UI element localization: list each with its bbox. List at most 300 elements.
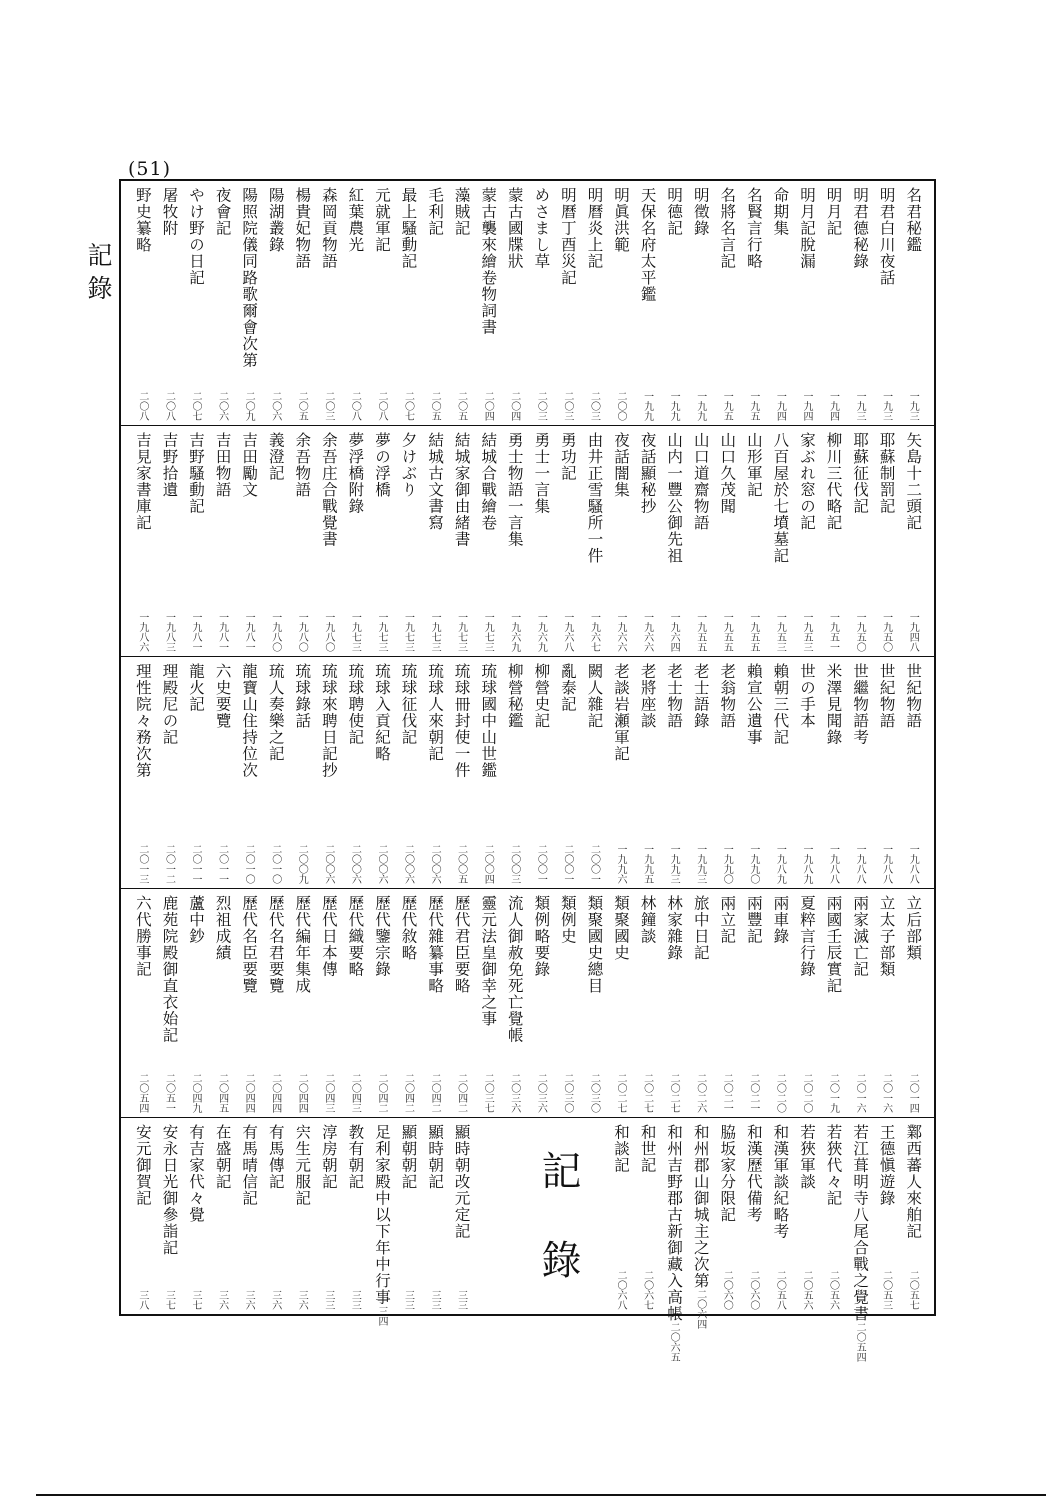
entry-page-number: 一九七三	[402, 612, 414, 652]
entry-page-number: 二〇三	[535, 391, 547, 421]
entry-title: 立后部類	[904, 895, 923, 961]
entry-page-number: 一九九六	[615, 844, 627, 884]
index-entry	[554, 895, 581, 1113]
index-entry	[714, 432, 741, 652]
entry-page-number: 一九六四	[668, 612, 680, 652]
entry-page-number: 一九五五	[747, 612, 759, 652]
index-entry	[873, 187, 900, 421]
entry-title: 天保名府太平鑑	[638, 187, 657, 303]
index-entry	[209, 432, 236, 652]
entry-page-number: 二〇二〇	[774, 1073, 786, 1113]
index-entry	[209, 663, 236, 884]
entry-title: 吉田物語	[213, 432, 232, 498]
entry-page-number: 二〇六〇	[721, 1270, 733, 1310]
index-entry	[156, 432, 183, 652]
entry-page-number: 二〇七	[190, 391, 202, 421]
entry-title: 夜話顯秘抄	[638, 432, 657, 515]
entry-page-number: 一九三	[907, 391, 919, 421]
index-entry	[289, 1124, 316, 1310]
index-entry	[767, 432, 794, 652]
entry-page-number: 二〇〇一	[588, 844, 600, 884]
entry-title: 烈祖成績	[213, 895, 232, 961]
entry-page-number: 一九八三	[163, 612, 175, 652]
entry-page-number: 三三	[429, 1290, 441, 1310]
entry-page-number: 二〇〇六	[429, 844, 441, 884]
index-entry	[740, 895, 767, 1113]
entry-title: 陽照院儀同路歌爾會次第	[240, 187, 259, 369]
index-entry	[501, 187, 528, 421]
entry-page-number: 二〇一一	[190, 844, 202, 884]
entry-page-number: 一九七三	[455, 612, 467, 652]
index-entry	[873, 895, 900, 1113]
entry-title: 兩家滅亡記	[851, 895, 870, 978]
entry-page-number: 二〇一〇	[269, 844, 281, 884]
entry-title: 足利家殿中以下年中行事	[372, 1124, 391, 1306]
entry-title: 安永日光御參詣記	[160, 1124, 179, 1256]
index-entry	[634, 432, 661, 652]
index-entry	[634, 1124, 661, 1310]
entry-page-number: 一九五〇	[880, 612, 892, 652]
entry-page-number: 一九八一	[190, 612, 202, 652]
entry-page-number: 二〇八	[375, 391, 387, 421]
entry-title: 類例略要錄	[532, 895, 551, 978]
entry-page-number: 二〇五四	[854, 1322, 866, 1362]
entry-title: やけ野の日記	[187, 187, 206, 286]
index-entry	[315, 1124, 342, 1310]
index-entry	[474, 187, 501, 421]
entry-page-number: 二〇三	[561, 391, 573, 421]
entry-page-number: 三六	[243, 1290, 255, 1310]
entry-title: 兩豐記	[744, 895, 763, 945]
index-entry	[528, 663, 555, 884]
entry-title: 歷代日本傳	[319, 895, 338, 978]
entry-title: 勇士一言集	[532, 432, 551, 515]
entry-page-number: 一九九	[641, 391, 653, 421]
entry-title: 類例史	[558, 895, 577, 945]
entry-page-number: 二〇〇一	[561, 844, 573, 884]
entry-title: 和漢歷代備考	[744, 1124, 763, 1223]
entry-page-number: 一九五五	[694, 612, 706, 652]
index-entry	[182, 663, 209, 884]
entry-page-number: 二〇二〇	[800, 1073, 812, 1113]
entry-page-number: 三四	[375, 1305, 387, 1326]
index-entry	[714, 1124, 741, 1310]
page-number: (51)	[128, 158, 172, 180]
entry-title: 名將名言記	[718, 187, 737, 270]
index-entry	[129, 187, 156, 421]
entry-title: 宍生元服記	[293, 1124, 312, 1207]
index-entry	[289, 895, 316, 1113]
entry-page-number: 二〇二七	[668, 1073, 680, 1113]
entry-page-number: 一九五一	[827, 612, 839, 652]
entry-page-number: 三六	[269, 1290, 281, 1310]
entry-title: 蒙古國牒狀	[505, 187, 524, 270]
entry-title: 歷代名君要覽	[266, 895, 285, 994]
index-entry	[342, 1124, 369, 1310]
index-entry	[581, 187, 608, 421]
entry-title: 明曆炎上記	[585, 187, 604, 270]
entry-title: 最上騷動記	[399, 187, 418, 270]
entry-page-number: 一九五〇	[854, 612, 866, 652]
entry-title: 六史要覽	[213, 663, 232, 729]
index-entry	[554, 187, 581, 421]
entry-title: 若江葺明寺八尾合戰之覺書	[851, 1124, 870, 1322]
entry-title: 蒙古襲來繪卷物詞書	[479, 187, 498, 336]
entry-title: 類聚國史總目	[585, 895, 604, 994]
entry-page-number: 二〇〇	[615, 391, 627, 421]
entry-page-number: 二〇〇六	[322, 844, 334, 884]
index-entry	[448, 187, 475, 421]
index-entry	[156, 663, 183, 884]
entry-page-number: 二〇五六	[800, 1270, 812, 1310]
entry-title: 理殿尼の記	[160, 663, 179, 746]
entry-title: 夢の浮橋	[372, 432, 391, 498]
entry-page-number: 一九四	[774, 391, 786, 421]
entry-page-number: 一九五	[747, 391, 759, 421]
index-entry	[581, 663, 608, 884]
index-band	[121, 888, 934, 1117]
entry-page-number: 二〇二一	[747, 1073, 759, 1113]
entry-page-number: 三七	[190, 1290, 202, 1310]
entry-title: 林家雜錄	[665, 895, 684, 961]
entry-title: 賴宣公遺事	[744, 663, 763, 746]
entry-title: 靈元法皇御幸之事	[479, 895, 498, 1027]
index-entry	[156, 895, 183, 1113]
entry-title: 旅中日記	[691, 895, 710, 961]
entry-title: 顯朝朝記	[399, 1124, 418, 1190]
index-entry	[501, 432, 528, 652]
entry-title: 若狹代々記	[824, 1124, 843, 1207]
index-entry	[156, 187, 183, 421]
entry-page-number: 一九六九	[508, 612, 520, 652]
index-entry	[687, 663, 714, 884]
index-entry	[899, 432, 926, 652]
entry-title: 耶蘇征伐記	[851, 432, 870, 515]
entry-title: 命期集	[771, 187, 790, 237]
index-entry	[289, 663, 316, 884]
index-entry	[687, 1124, 714, 1329]
index-entry	[448, 895, 475, 1113]
entry-page-number: 二〇〇九	[296, 844, 308, 884]
index-entry	[740, 663, 767, 884]
index-band	[121, 656, 934, 888]
entry-title: 龍寶山住持位次	[240, 663, 259, 779]
entry-page-number: 二〇八	[163, 391, 175, 421]
entry-page-number: 一九八九	[774, 844, 786, 884]
index-entry	[846, 432, 873, 652]
entry-title: 夜話闇集	[612, 432, 631, 498]
index-table	[119, 179, 936, 1362]
entry-page-number: 一九八六	[136, 612, 148, 652]
entry-page-number: 一九四	[800, 391, 812, 421]
index-entry	[607, 1124, 634, 1310]
index-entry	[315, 663, 342, 884]
entry-page-number: 二〇六	[216, 391, 228, 421]
index-entry	[899, 663, 926, 884]
entry-title: 夢浮橋附錄	[346, 432, 365, 515]
index-entry	[660, 895, 687, 1113]
index-entry	[209, 895, 236, 1113]
entry-title: 老將座談	[638, 663, 657, 729]
index-entry	[767, 895, 794, 1113]
index-entry	[607, 895, 634, 1113]
index-entry	[395, 663, 422, 884]
index-entry	[528, 895, 555, 1113]
entry-title: 屠牧附	[160, 187, 179, 237]
entry-title: 余吾庄合戰覺書	[319, 432, 338, 548]
entry-page-number: 二〇三六	[535, 1073, 547, 1113]
entry-page-number: 一九八九	[800, 844, 812, 884]
index-band	[121, 181, 934, 425]
entry-page-number: 二〇二一	[721, 1073, 733, 1113]
entry-page-number: 三八	[136, 1290, 148, 1310]
entry-title: 老談岩瀬軍記	[612, 663, 631, 762]
entry-page-number: 二〇〇五	[455, 844, 467, 884]
entry-title: 有馬晴信記	[240, 1124, 259, 1207]
index-entry	[820, 663, 847, 884]
index-entry	[395, 895, 422, 1113]
index-entry	[421, 432, 448, 652]
entry-page-number: 二〇四四	[243, 1073, 255, 1113]
entry-title: 琉球征伐記	[399, 663, 418, 746]
index-entry	[714, 895, 741, 1113]
index-entry	[634, 187, 661, 421]
entry-title: 野史纂略	[133, 187, 152, 253]
entry-title: 吉野拾遺	[160, 432, 179, 498]
entry-page-number: 一九九〇	[747, 844, 759, 884]
entry-title: 山口道齋物語	[691, 432, 710, 531]
running-head: 記錄	[84, 242, 113, 308]
entry-title: 琉球來聘日記抄	[319, 663, 338, 779]
index-entry	[793, 187, 820, 421]
entry-title: 兩車錄	[771, 895, 790, 945]
entry-page-number: 二〇五八	[774, 1270, 786, 1310]
index-entry	[235, 1124, 262, 1310]
entry-page-number: 三七	[163, 1290, 175, 1310]
index-entry	[474, 432, 501, 652]
entry-title: 兩國壬辰實記	[824, 895, 843, 994]
entry-page-number: 一九九	[694, 391, 706, 421]
entry-page-number: 二〇五六	[827, 1270, 839, 1310]
index-entry	[501, 1124, 528, 1310]
entry-title: 山口久茂聞	[718, 432, 737, 515]
entry-title: 闕人雜記	[585, 663, 604, 729]
entry-title: 琉球聘使記	[346, 663, 365, 746]
entry-page-number: 一九七三	[429, 612, 441, 652]
entry-page-number: 二〇九	[243, 391, 255, 421]
entry-page-number: 二〇〇一	[535, 844, 547, 884]
index-entry	[820, 895, 847, 1113]
entry-title: 琉球入貢紀略	[372, 663, 391, 762]
entry-title: 有吉家代々覺	[187, 1124, 206, 1223]
entry-title: 夜會記	[213, 187, 232, 237]
entry-title: 琉人奏樂之記	[266, 663, 285, 762]
entry-title: 明月記脫漏	[797, 187, 816, 270]
index-entry	[342, 432, 369, 652]
index-entry	[315, 187, 342, 421]
index-entry	[820, 432, 847, 652]
entry-title: 世繼物語考	[851, 663, 870, 746]
index-entry	[607, 187, 634, 421]
index-entry	[315, 432, 342, 652]
entry-title: 理性院々務次第	[133, 663, 152, 779]
entry-page-number: 二〇四二	[455, 1073, 467, 1113]
entry-page-number: 二〇四九	[190, 1073, 202, 1113]
entry-title: 八百屋於七墳墓記	[771, 432, 790, 564]
entry-title: 米澤見聞錄	[824, 663, 843, 746]
entry-page-number: 一九七三	[375, 612, 387, 652]
index-entry	[793, 895, 820, 1113]
index-entry	[501, 895, 528, 1113]
entry-page-number: 一九六六	[615, 612, 627, 652]
entry-title: 和談記	[612, 1124, 631, 1174]
entry-title: 顯時朝記	[426, 1124, 445, 1190]
index-entry	[581, 895, 608, 1113]
entry-page-number: 一九三	[880, 391, 892, 421]
index-entry	[129, 663, 156, 884]
entry-page-number: 一九五三	[774, 612, 786, 652]
entry-page-number: 二〇一二	[163, 844, 175, 884]
index-entry	[820, 187, 847, 421]
entry-page-number: 二〇六七	[641, 1270, 653, 1310]
entry-title: 淳房朝記	[319, 1124, 338, 1190]
entry-page-number: 一九八〇	[296, 612, 308, 652]
index-entry	[873, 432, 900, 652]
entry-title: 夏粹言行錄	[797, 895, 816, 978]
entry-page-number: 一九三	[854, 391, 866, 421]
entry-page-number: 一九九〇	[721, 844, 733, 884]
entry-page-number: 二〇五七	[907, 1270, 919, 1310]
index-entry	[660, 1124, 687, 1362]
index-entry	[235, 895, 262, 1113]
entry-title: 明徵錄	[691, 187, 710, 237]
entry-title: 世の手本	[797, 663, 816, 729]
entry-title: 歷代雜纂事略	[426, 895, 445, 994]
index-entry	[474, 1124, 501, 1310]
index-entry	[421, 187, 448, 421]
entry-title: 余吾物語	[293, 432, 312, 498]
entry-page-number: 二〇〇六	[349, 844, 361, 884]
entry-page-number: 二〇一六	[854, 1073, 866, 1113]
index-entry	[421, 1124, 448, 1310]
entry-title: 結城家御由緒書	[452, 432, 471, 548]
entry-title: 名賢言行略	[744, 187, 763, 270]
entry-title: 明君德秘錄	[851, 187, 870, 270]
entry-page-number: 一九八八	[827, 844, 839, 884]
entry-title: 和州郡山御城主之次第	[691, 1124, 710, 1289]
entry-page-number: 二〇四四	[269, 1073, 281, 1113]
entry-title: 毛利記	[426, 187, 445, 237]
index-entry	[156, 1124, 183, 1310]
entry-title: 琉球錄話	[293, 663, 312, 729]
index-entry	[315, 895, 342, 1113]
entry-title: 明曆丁酉災記	[558, 187, 577, 286]
entry-page-number: 二〇四	[508, 391, 520, 421]
index-entry	[209, 1124, 236, 1310]
entry-title: 柳營史記	[532, 663, 551, 729]
entry-title: 結城合戰繪卷	[479, 432, 498, 531]
entry-title: 賴朝三代記	[771, 663, 790, 746]
entry-page-number: 一九六九	[535, 612, 547, 652]
entry-page-number: 二〇六五	[668, 1322, 680, 1362]
entry-title: 結城古文書寫	[426, 432, 445, 531]
entry-page-number: 二〇一三	[136, 844, 148, 884]
entry-page-number: 二〇〇三	[508, 844, 520, 884]
index-entry	[421, 895, 448, 1113]
index-entry	[740, 1124, 767, 1310]
index-entry	[607, 663, 634, 884]
index-entry	[474, 895, 501, 1113]
index-entry	[660, 432, 687, 652]
entry-page-number: 二〇五	[455, 391, 467, 421]
entry-page-number: 三三	[349, 1290, 361, 1310]
entry-page-number: 一九七三	[349, 612, 361, 652]
index-entry	[714, 187, 741, 421]
index-entry	[554, 663, 581, 884]
entry-title: 蘆中鈔	[187, 895, 206, 945]
entry-page-number: 二〇四	[482, 391, 494, 421]
entry-title: 世紀物語	[904, 663, 923, 729]
index-entry	[501, 663, 528, 884]
entry-title: 勇功記	[558, 432, 577, 482]
index-entry	[448, 663, 475, 884]
index-entry	[368, 895, 395, 1113]
entry-page-number: 二〇二七	[641, 1073, 653, 1113]
entry-page-number: 二〇一六	[880, 1073, 892, 1113]
entry-page-number: 一九八八	[907, 844, 919, 884]
entry-title: 琉球人來朝記	[426, 663, 445, 762]
index-entry	[395, 187, 422, 421]
index-entry	[793, 432, 820, 652]
entry-title: 流人御赦免死亡覺帳	[505, 895, 524, 1044]
entry-page-number: 二〇五三	[880, 1270, 892, 1310]
entry-page-number: 二〇六	[269, 391, 281, 421]
entry-title: 紅葉農光	[346, 187, 365, 253]
index-entry	[262, 1124, 289, 1310]
entry-title: 吉野騷動記	[187, 432, 206, 515]
index-entry	[474, 663, 501, 884]
index-entry	[899, 895, 926, 1113]
index-entry	[129, 895, 156, 1113]
entry-page-number: 二〇五四	[136, 1073, 148, 1113]
entry-page-number: 二〇八	[349, 391, 361, 421]
index-entry	[660, 187, 687, 421]
entry-title: 吉見家書庫記	[133, 432, 152, 531]
index-entry	[767, 663, 794, 884]
index-entry	[342, 187, 369, 421]
entry-title: 歷代編年集成	[293, 895, 312, 994]
index-entry	[846, 895, 873, 1113]
entry-page-number: 一九九三	[694, 844, 706, 884]
entry-title: 鄴西蕃人來舶記	[904, 1124, 923, 1240]
entry-page-number: 一九八一	[216, 612, 228, 652]
index-entry	[767, 187, 794, 421]
index-entry	[182, 187, 209, 421]
entry-title: 耶蘇制罰記	[877, 432, 896, 515]
entry-page-number: 三六	[216, 1290, 228, 1310]
entry-page-number: 一九九	[668, 391, 680, 421]
entry-title: 龍火記	[187, 663, 206, 713]
entry-page-number: 一九四八	[907, 612, 919, 652]
entry-page-number: 二〇六四	[694, 1289, 706, 1329]
entry-title: 森岡貢物語	[319, 187, 338, 270]
entry-title: 明德記	[665, 187, 684, 237]
entry-page-number: 二〇四三	[349, 1073, 361, 1113]
entry-page-number: 二〇四三	[322, 1073, 334, 1113]
entry-page-number: 二〇六〇	[747, 1270, 759, 1310]
entry-page-number: 一九八一	[243, 612, 255, 652]
entry-page-number: 二〇三七	[482, 1073, 494, 1113]
